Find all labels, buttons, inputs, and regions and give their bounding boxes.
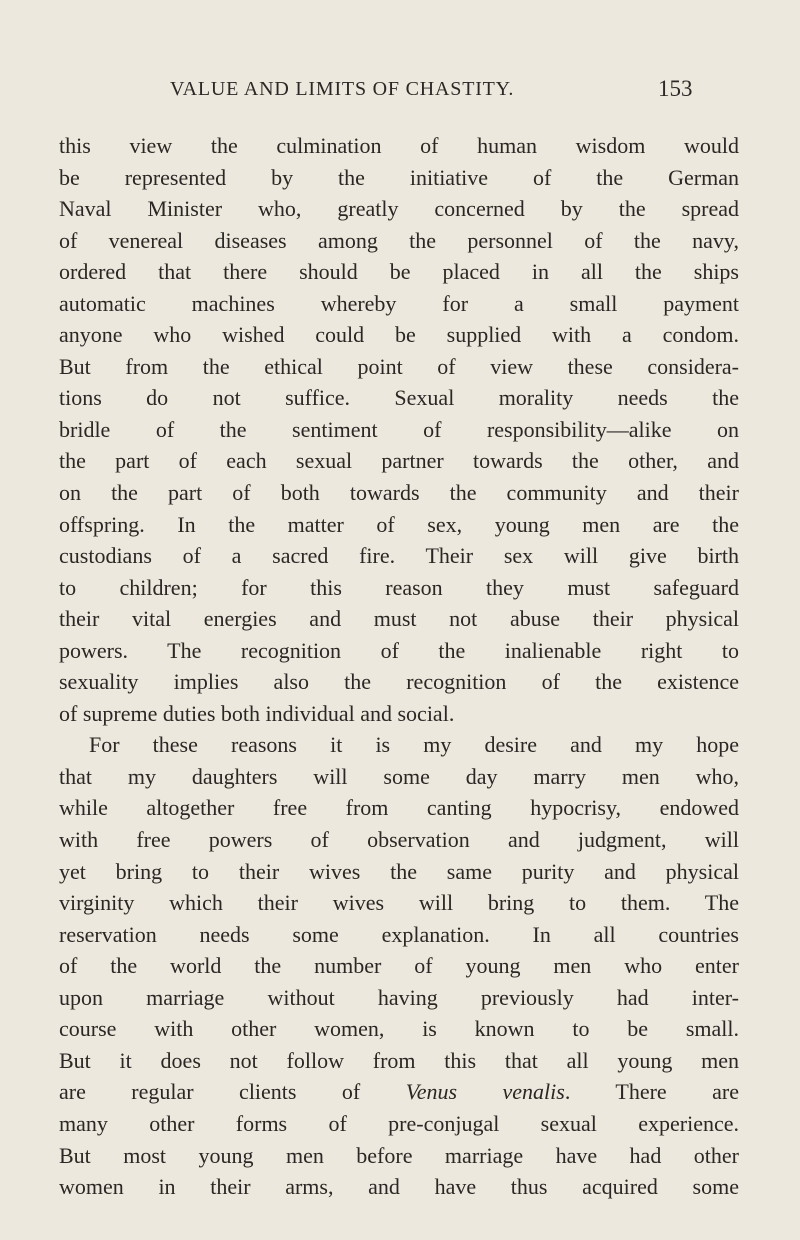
text-line: while altogether free from canting hypocrisy, endowed	[59, 795, 739, 821]
paragraph-end-line: of supreme duties both individual and social.	[59, 700, 455, 726]
body-text	[59, 130, 739, 1203]
text-line: to children; for this reason they must safeguard	[59, 574, 739, 600]
text-line: many other forms of pre-conjugal sexual experience.	[59, 1110, 739, 1136]
text-line: this view the culmination of human wisdom would	[59, 133, 739, 158]
text-line: of venereal diseases among the personnel of the navy,	[59, 227, 739, 253]
text-line: Naval Minister who, greatly concerned by the spread	[59, 196, 739, 222]
text-line: But from the ethical point of view these considera-	[59, 353, 739, 379]
text-line: powers. The recognition of the inalienable right to	[59, 637, 739, 663]
text-line: with free powers of observation and judgment, will	[59, 827, 739, 853]
text-line: automatic machines whereby for a small payment	[59, 290, 739, 316]
text-line: virginity which their wives will bring to them. The	[59, 890, 739, 916]
text-line: their vital energies and must not abuse their physical	[59, 606, 739, 632]
running-head	[0, 78, 800, 108]
text-line: course with other women, is known to be small.	[59, 1016, 739, 1042]
text-line: reservation needs some explanation. In all countries	[59, 921, 739, 947]
text-line: tions do not suffice. Sexual morality needs the	[59, 385, 739, 411]
running-title: VALUE AND LIMITS OF CHASTITY.	[170, 78, 515, 100]
text-line-venus-venalis	[59, 1076, 739, 1108]
text-line: bridle of the sentiment of responsibility—alike on	[59, 416, 739, 442]
text-line: the part of each sexual partner towards the other, and	[59, 448, 739, 474]
text-line: ordered that there should be placed in all the ships	[59, 259, 739, 285]
text-line: sexuality implies also the recognition of the existence	[59, 669, 739, 695]
text-line: be represented by the initiative of the German	[59, 164, 739, 190]
page-number: 153	[658, 76, 693, 101]
text-line: yet bring to their wives the same purity and physical	[59, 858, 739, 884]
text-line: custodians of a sacred fire. Their sex will give birth	[59, 543, 739, 569]
venus-line-after: . There are	[564, 1079, 739, 1105]
text-line: offspring. In the matter of sex, young men are the	[59, 511, 739, 537]
venus-venalis-italic: Venus venalis	[405, 1079, 565, 1105]
text-line: on the part of both towards the community and their	[59, 480, 739, 506]
text-line: But most young men before marriage have had other	[59, 1142, 739, 1168]
text-line: of the world the number of young men who enter	[59, 953, 739, 979]
text-line: that my daughters will some day marry men who,	[59, 763, 739, 789]
venus-line-before: are regular clients of	[59, 1079, 406, 1105]
text-line: upon marriage without having previously had inter-	[59, 984, 739, 1010]
paragraph-start-line: For these reasons it is my desire and my hope	[89, 732, 739, 758]
text-line: But it does not follow from this that all young men	[59, 1047, 739, 1073]
text-line: women in their arms, and have thus acquired some	[59, 1174, 739, 1200]
text-line: anyone who wished could be supplied with a condom.	[59, 322, 739, 348]
